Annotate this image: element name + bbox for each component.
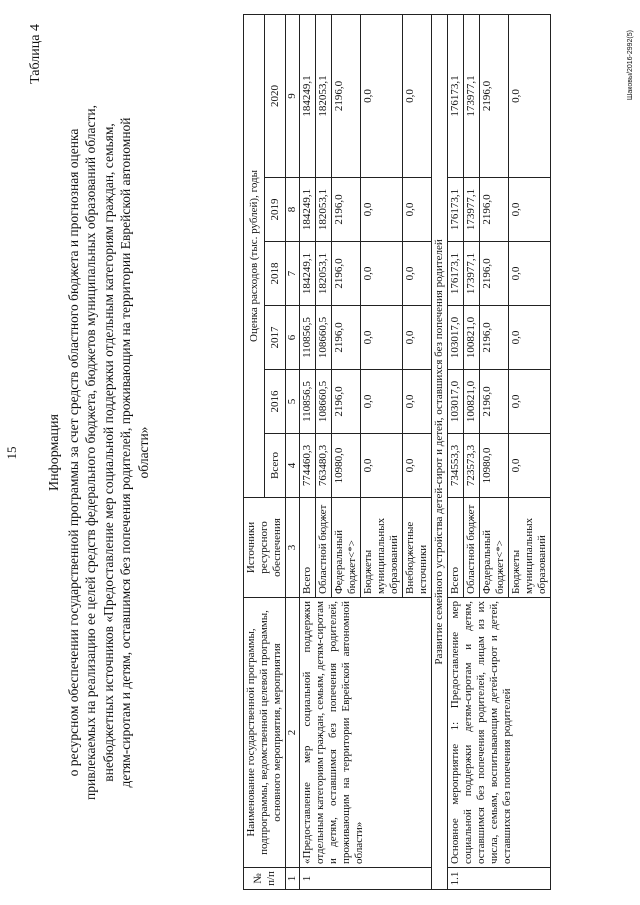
value-cell: 110856,5 [300,306,316,370]
value-cell: 2196,0 [332,306,361,370]
value-cell: 100821,0 [464,370,480,434]
value-cell: 176173,1 [448,14,464,177]
value-cell: 184249,1 [300,242,316,306]
value-cell: 173977,1 [464,178,480,242]
value-cell: 774460,3 [300,434,316,498]
activity-name: Основное мероприятие 1: Предоставление мер социальной поддержки детям-сиротам и детям, оставшимся без попечения родителей, лицам из их числа, семьям, воспитывающим детей-сирот и детей, оставшихся без попечения родителей [448,598,551,868]
value-cell: 0,0 [509,14,551,177]
value-cell: 173977,1 [464,14,480,177]
title-line: детям-сиротам и детям, оставшимся без попечения родителей, проживающим на территории Еврейской автономной [118,117,133,788]
col-number: 7 [286,242,300,306]
header-name: Наименование государственной программы, подпрограммы, ведомственной целевой программы, основного мероприятия, мероприятия [244,598,286,868]
value-cell: 182053,1 [316,242,332,306]
source-cell: Областной бюджет [464,498,480,598]
value-cell: 0,0 [403,178,432,242]
title-line: привлекаемых на реализацию ее целей средств федерального бюджета, бюджетов муниципальных образований области, [83,105,98,800]
col-number: 3 [286,498,300,598]
value-cell: 182053,1 [316,178,332,242]
source-cell: Бюджеты муниципальных образований [509,498,551,598]
table-row [448,14,464,889]
value-cell: 0,0 [509,242,551,306]
value-cell: 182053,1 [316,14,332,177]
value-cell: 176173,1 [448,242,464,306]
value-cell: 173977,1 [464,242,480,306]
col-number: 9 [286,14,300,177]
header-source: Источники ресурсного обеспечения [244,498,286,598]
value-cell: 10980,0 [332,434,361,498]
col-number: 8 [286,178,300,242]
section-row [432,14,448,889]
value-cell: 0,0 [403,370,432,434]
value-cell: 0,0 [361,242,403,306]
value-cell: 0,0 [361,178,403,242]
value-cell: 2196,0 [480,306,509,370]
value-cell: 10980,0 [480,434,509,498]
table-label: Таблица 4 [28,24,43,84]
value-cell: 723573,3 [464,434,480,498]
header-num: № п/п [244,868,286,890]
value-cell: 0,0 [403,434,432,498]
header-year: 2020 [265,14,286,177]
col-number: 2 [286,598,300,868]
value-cell: 184249,1 [300,14,316,177]
footer-code: Шаковы/2016-2992(5) [627,30,634,101]
value-cell: 0,0 [403,242,432,306]
value-cell: 103017,0 [448,306,464,370]
value-cell: 184249,1 [300,178,316,242]
value-cell: 2196,0 [332,242,361,306]
row-num: 1.1 [448,868,551,890]
source-cell: Областной бюджет [316,498,332,598]
value-cell: 110856,5 [300,370,316,434]
value-cell: 0,0 [361,434,403,498]
header-estimate: Оценка расходов (тыс. рублей), годы [244,14,265,497]
value-cell: 0,0 [361,370,403,434]
value-cell: 103017,0 [448,370,464,434]
source-cell: Всего [300,498,316,598]
page-number: 15 [4,446,19,460]
value-cell: 108660,5 [316,306,332,370]
source-cell: Федеральный бюджет<*> [332,498,361,598]
value-cell: 2196,0 [332,370,361,434]
source-cell: Всего [448,498,464,598]
source-cell: Внебюджетные источники [403,498,432,598]
col-number: 5 [286,370,300,434]
value-cell: 176173,1 [448,178,464,242]
value-cell: 0,0 [361,14,403,177]
header-row [244,14,265,889]
col-number: 6 [286,306,300,370]
value-cell: 2196,0 [480,370,509,434]
value-cell: 2196,0 [332,178,361,242]
header-year: 2019 [265,178,286,242]
table-row [300,14,316,889]
value-cell: 0,0 [509,434,551,498]
value-cell: 2196,0 [480,242,509,306]
header-year: 2018 [265,242,286,306]
program-name: «Предоставление мер социальной поддержки отдельным категориям граждан, семьям, детям-сиротам и детям, оставшимся без попечения родителей, проживающим на территории Еврейской автономной области» [300,598,432,868]
value-cell: 2196,0 [480,14,509,177]
value-cell: 2196,0 [332,14,361,177]
value-cell: 108660,5 [316,370,332,434]
value-cell: 100821,0 [464,306,480,370]
value-cell: 0,0 [509,370,551,434]
source-cell: Бюджеты муниципальных образований [361,498,403,598]
value-cell: 0,0 [403,14,432,177]
value-cell: 0,0 [361,306,403,370]
section-title: Развитие семейного устройства детей-сирот и детей, оставшихся без попечения родителей [432,14,448,889]
title-line: внебюджетных источников «Предоставление мер социальной поддержки отдельным категориям граждан, семьям, [100,123,116,782]
document-title [46,60,152,845]
col-number: 1 [286,868,300,890]
value-cell: 2196,0 [480,178,509,242]
column-number-row [286,14,300,889]
value-cell: 734553,3 [448,434,464,498]
value-cell: 0,0 [403,306,432,370]
value-cell: 763480,3 [316,434,332,498]
col-number: 4 [286,434,300,498]
header-year: 2017 [265,306,286,370]
header-total: Всего [265,434,286,498]
resource-table [243,14,551,890]
title-heading: Информация [47,414,62,491]
value-cell: 0,0 [509,178,551,242]
title-line: области» [135,426,151,479]
value-cell: 0,0 [509,306,551,370]
row-num: 1 [300,868,432,890]
header-year: 2016 [265,370,286,434]
source-cell: Федеральный бюджет<*> [480,498,509,598]
title-line: о ресурсном обеспечении государственной программы за счет средств областного бюджета и прогнозная оценка [65,128,81,777]
